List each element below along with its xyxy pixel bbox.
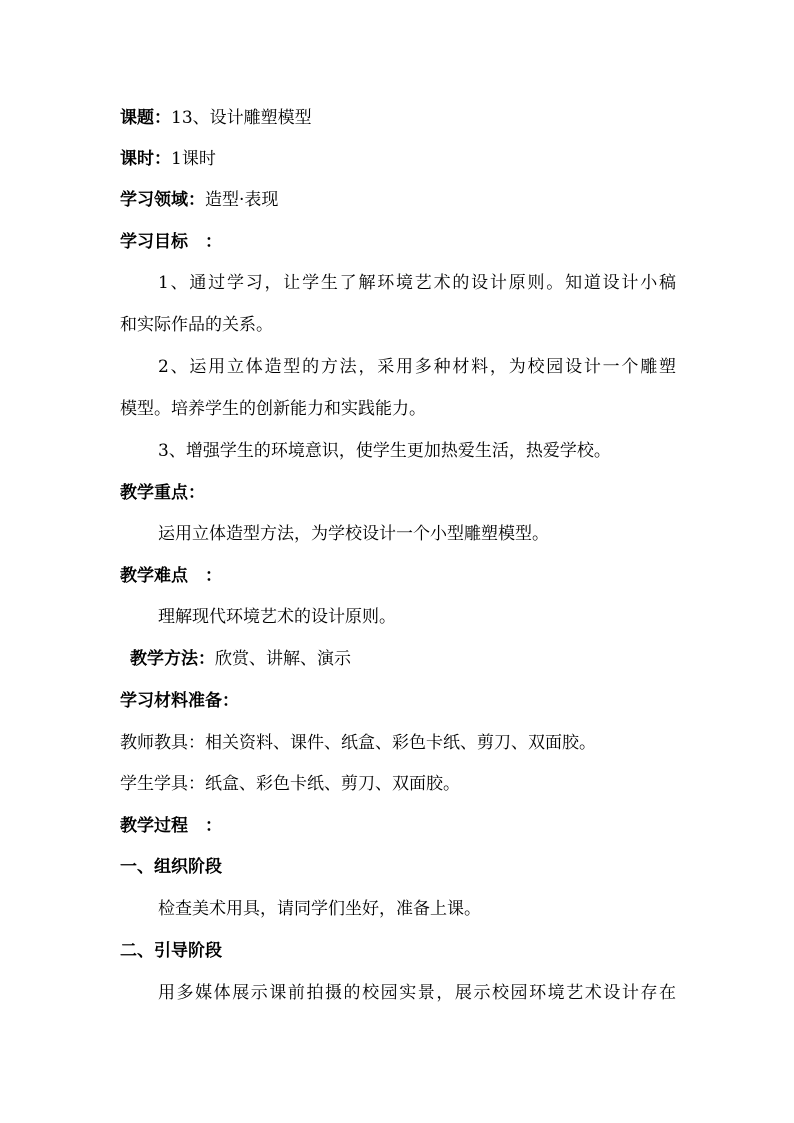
method-line <box>130 647 351 671</box>
student-materials: 学生学具：纸盒、彩色卡纸、剪刀、双面胶。 <box>120 774 460 794</box>
objective-1-line-1: 1、通过学习，让学生了解环境艺术的设计原则。知道设计小稿 <box>158 273 676 293</box>
field-line <box>120 188 278 212</box>
materials-label: 学习材料准备： <box>120 691 239 711</box>
method-label: 教学方法： <box>130 649 215 669</box>
process-label: 教学过程 ： <box>120 816 222 836</box>
hours-label: 课时： <box>120 149 171 169</box>
method-value: 欣赏、讲解、演示 <box>215 649 351 669</box>
stage-2-text: 用多媒体展示课前拍摄的校园实景，展示校园环境艺术设计存在 <box>158 983 676 1003</box>
stage-2-title: 二、引导阶段 <box>120 941 222 961</box>
stage-1-text: 检查美术用具，请同学们坐好，准备上课。 <box>158 899 481 919</box>
topic-label: 课题： <box>120 108 171 128</box>
difficulty-text: 理解现代环境艺术的设计原则。 <box>158 607 396 627</box>
objective-2-line-2: 模型。培养学生的创新能力和实践能力。 <box>120 399 426 419</box>
objective-3: 3、增强学生的环境意识，使学生更加热爱生活，热爱学校。 <box>158 441 611 461</box>
field-label: 学习领域： <box>120 190 205 210</box>
difficulty-label: 教学难点 ： <box>120 566 222 586</box>
hours-line <box>120 147 216 171</box>
objective-1-line-2: 和实际作品的关系。 <box>120 315 273 335</box>
key-point-label: 教学重点： <box>120 483 205 503</box>
topic-line <box>120 106 312 130</box>
topic-value: 13、设计雕塑模型 <box>171 108 312 128</box>
teacher-materials: 教师教具：相关资料、课件、纸盒、彩色卡纸、剪刀、双面胶。 <box>120 733 596 753</box>
objective-2-line-1: 2、运用立体造型的方法，采用多种材料，为校园设计一个雕塑 <box>158 357 676 377</box>
hours-value: 1课时 <box>171 149 216 169</box>
field-value: 造型·表现 <box>205 190 279 210</box>
objectives-label: 学习目标 ： <box>120 232 222 252</box>
key-point-text: 运用立体造型方法，为学校设计一个小型雕塑模型。 <box>158 524 549 544</box>
stage-1-title: 一、组织阶段 <box>120 857 222 877</box>
